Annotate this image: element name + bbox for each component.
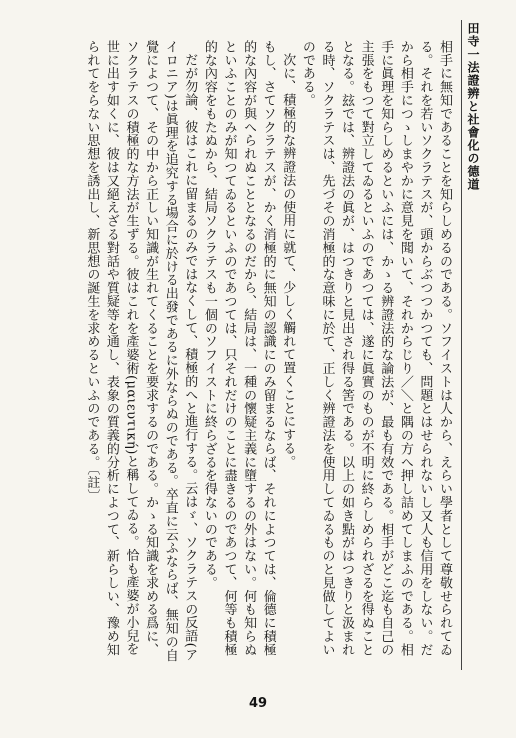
body-text	[24, 40, 454, 665]
running-header: 田寺一法證辨と社會化の德道	[466, 22, 480, 191]
header-divider	[461, 20, 462, 670]
page-number: 49	[248, 696, 268, 711]
paragraph: 次に、積極的な辨證法の使用に就て、少しく觸れて置くことにする。	[280, 53, 296, 469]
paragraph: もし、さてソクラテスが、かく消極的に無知の認識にのみ留まるならば、それによつては、倫德に積極的な內容が與へられぬこととなるのだから、結局は、一種の懷疑主義に墮するの外はない。何も知らぬといふことのみが知つてゐるといふのであつては、只それだけのことに盡きるのであつて、何等も積極的な內容をもたぬから、結局ソクラテスも一個のソフイストに終らざるを得ないのである。	[201, 40, 276, 657]
paragraph: 相手に無知であることを知らしめるのである。ソフイストは人から、えらい學者として尊敬せられてゐる。それを若いソクラテスが、頭からぶつつかつても、問題とはせられないし又人も信用をしない。だから相手につゝしまやかに意見を聞いて、それからじり／＼と隅の方へ押し詰めてしまふのである。相手に眞理を知らしめるといふには、かゝる辨證法的な論法が、最も有效である。相手がどこ迄も自己の主張をもつて對立してゐるといふのであつては、遂に眞實のものが不明に終らしめられざるを得ぬこととなる。玆では、辨證法の眞が、はつきりと見出され得る筈である。以上の如き點がはつきりと汲まれる時、ソクラテスは、先づその消極的な意味に於て、正しく辨證法を使用してゐるものと見做してよいのである。	[299, 40, 452, 657]
paragraph: だが勿論、彼はこれに留まるのみではなくして、積極的へと進行する。云はゞ、ソクラテスの反語(アイロニア)は眞理を追究する場合に於ける出發であるに外ならぬのである。卒直に云ふならば、無知の自覺によつて、その中から正しい知識が生れてくることを要求するのである。かゝる知識を求める爲に、ソクラテスの積極的な方法が生ずる。彼はこれを產婆術(μαιευτική)と稱してゐる。恰も產婆が小兒を世に出す如くに、彼は又絕えざる對話や質疑等を通し、表象の質義的分析によつて、新らしい、豫め知られてをらない思想を誘出し、新思想の誕生を求めるといふのである。〔註〕	[84, 40, 198, 662]
